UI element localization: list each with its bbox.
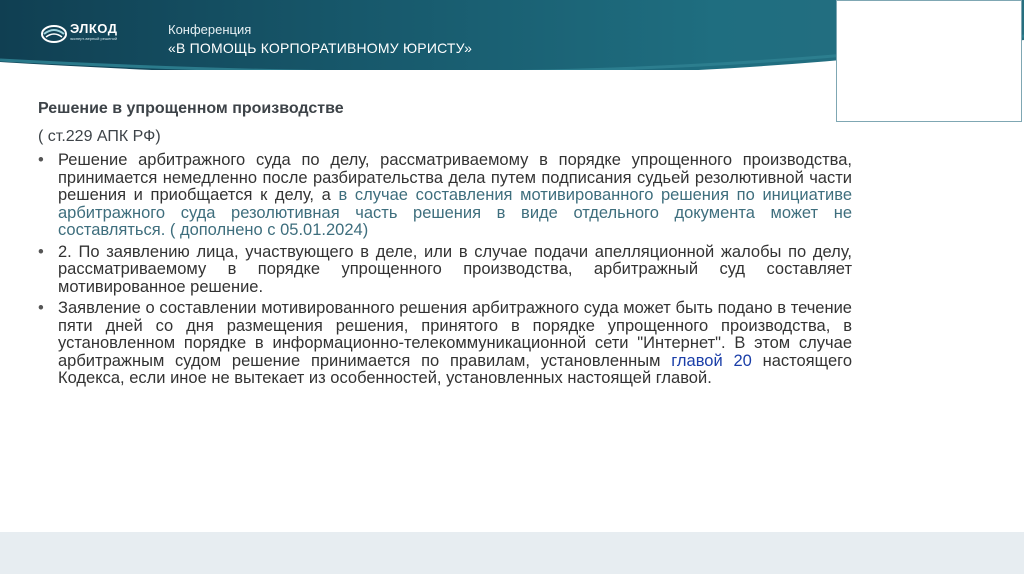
bullet-item-2	[38, 244, 852, 297]
logo-name: ЭЛКОД	[70, 21, 118, 36]
bullet-1-text: Решение арбитражного суда по делу, рассматриваемому в порядке упрощенного производства, принимается немедленно после разбирательства дела путем подписания судьей резолютивной части решения и приобщается к делу, а	[58, 151, 852, 204]
bullet-2-text: 2. По заявлению лица, участвующего в деле, или в случае подачи апелляционной жалобы по делу, рассматриваемому в порядке упрощенного производства, арбитражный суд составляет мотивированное решение.	[58, 242, 852, 296]
elkod-logo	[40, 22, 140, 56]
logo-tagline: эксперт-верный решений	[70, 36, 118, 41]
corner-frame	[836, 0, 1022, 122]
bullet-1-highlight: в случае составления мотивированного решения по инициативе арбитражного суда резолютивная часть решения в виде отдельного документа может не составляться. ( дополнено с 05.01.2024)	[58, 186, 852, 239]
slide-subheading: ( ст.229 АПК РФ)	[38, 128, 161, 145]
conference-label: Конференция	[168, 22, 252, 37]
slide-heading: Решение в упрощенном производстве	[38, 100, 344, 117]
bullet-3-text: Заявление о составлении мотивированного решения арбитражного суда может быть подано в течение пяти дней со дня размещения решения, принятого в порядке упрощенного производства, в установленном порядке в информационно-телекоммуникационной сети "Интернет". В этом случае арбитражным судом решение принимается по правилам, установленным	[58, 299, 852, 370]
elkod-logo-icon	[40, 22, 68, 46]
bullet-item-1	[38, 152, 852, 240]
bullet-3-text-end: настоящего Кодекса, если иное не вытекает из особенностей, установленных настоящей главой.	[58, 351, 852, 387]
conference-title: «В ПОМОЩЬ КОРПОРАТИВНОМУ ЮРИСТУ»	[168, 40, 473, 56]
bullet-item-3	[38, 300, 852, 388]
slide-content	[38, 98, 852, 392]
chapter-20-link[interactable]: главой 20	[671, 351, 752, 370]
bullet-list	[38, 152, 852, 388]
footer-band	[0, 532, 1024, 574]
